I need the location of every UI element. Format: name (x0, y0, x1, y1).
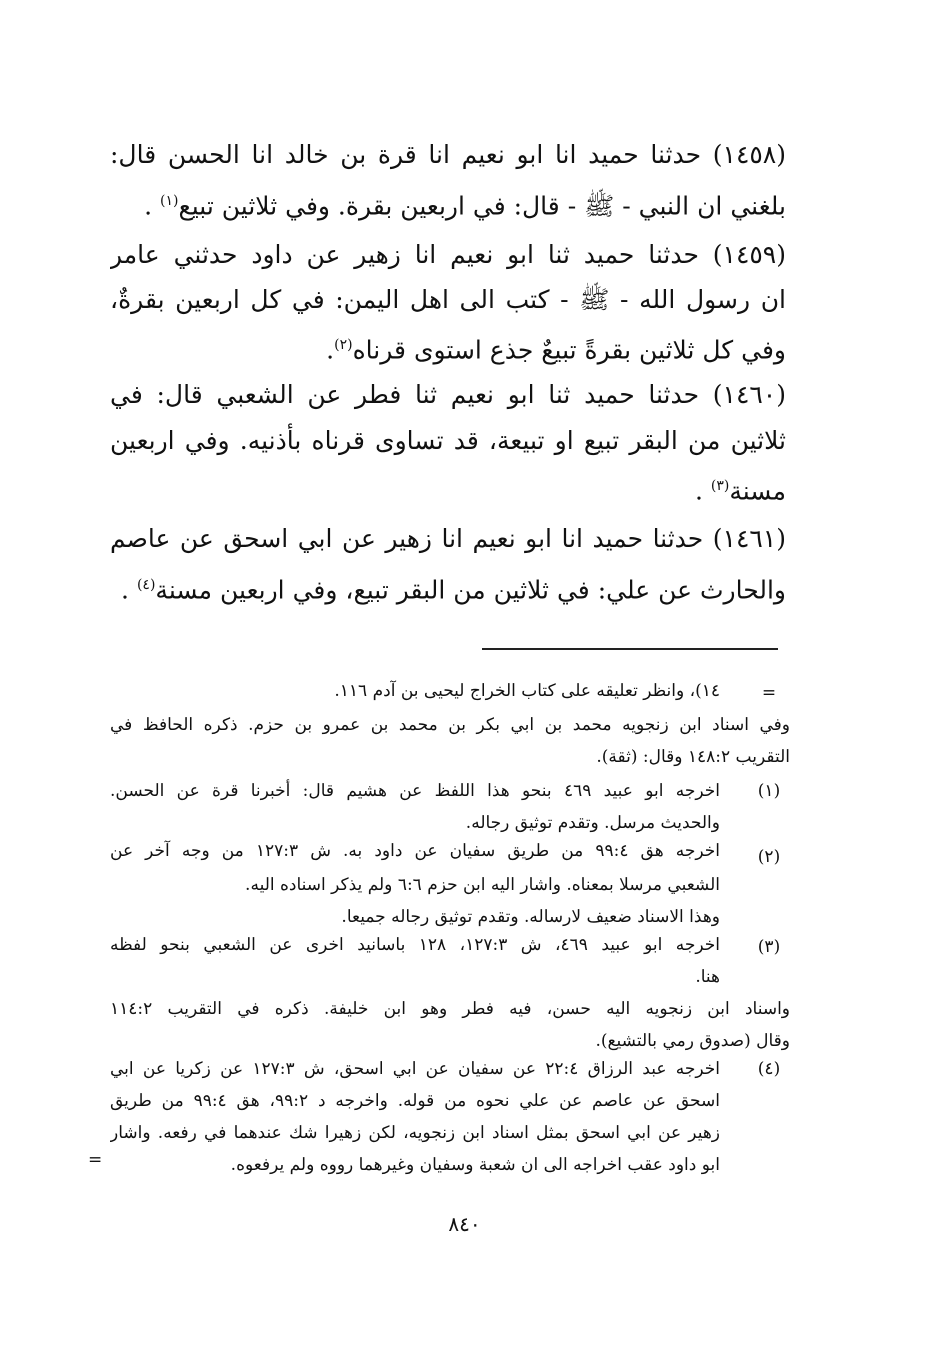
footnote-line: هنا. (695, 967, 720, 987)
footnote-line: ١٤)، وانظر تعليقه على كتاب الخراج ليحيى بن آدم ١١٦. (334, 681, 720, 701)
hadith-line: (١٤٦١) حدثنا حميد انا ابو نعيم انا زهير عن ابي اسحق عن عاصم (110, 524, 786, 553)
end-mark: . (326, 335, 335, 365)
footnote-line: اخرجه ابو عبيد ٤٦٩، ش ١٢٧:٣، ١٢٨ باسانيد اخرى عن الشعبي بنحو لفظه (110, 935, 720, 955)
hadith-line (110, 178, 786, 229)
footnote-marker: (٤) (757, 1059, 781, 1079)
footnote-line: وفي اسناد ابن زنجويه محمد بن ابي بكر بن محمد بن عمرو بن حزم. ذكره الحافظ في (110, 715, 790, 735)
footnote-line: ابو داود عقب اخراجه الى ان شعبة وسفيان وغيرهما رووه ولم يرفعوه. (230, 1155, 720, 1175)
footnote-line: وهذا الاسناد ضعيف لارساله. وتقدم توثيق رجاله جميعا. (341, 907, 720, 927)
footnote-ref[interactable]: (٤) (136, 577, 156, 593)
footnote-marker: (٣) (757, 937, 781, 957)
hadith-line: (١٤٥٨) حدثنا حميد انا ابو نعيم انا قرة بن خالد انا الحسن قال: (110, 140, 786, 169)
footnote-line: زهير عن ابي اسحق بمثل اسناد ابن زنجويه، لكن زهيرا شك عندهما في رفعه. واشار (110, 1123, 720, 1143)
hadith-line-text: وفي كل ثلاثين بقرةً تبيعٌ جذع استوى قرناه (352, 335, 786, 365)
footnote-line: وقال (صدوق رمي بالتشيع). (595, 1031, 790, 1051)
hadith-line: (١٤٥٩) حدثنا حميد ثنا ابو نعيم انا زهير عن داود حدثني عامر (110, 240, 786, 269)
end-mark: . (694, 476, 703, 506)
footnote-line: اخرجه هق ٩٩:٤ من طريق سفيان عن داود به. ش ١٢٧:٣ من وجه آخر عن (110, 841, 720, 861)
hadith-line-text: والحارث عن علي: في ثلاثين من البقر تبيع، وفي اربعين مسنة (155, 575, 786, 605)
end-mark: . (144, 191, 153, 221)
hadith-line-text: مسنة (729, 476, 786, 506)
footnote-marker: = (761, 683, 777, 703)
page-number: ٨٤٠ (448, 1212, 481, 1236)
end-mark: . (121, 575, 129, 605)
hadith-line (110, 322, 786, 373)
footnote-line: اخرجه ابو عبيد ٤٦٩ بنحو هذا اللفظ عن هشيم قال: أخبرنا قرة عن الحسن. (110, 781, 720, 801)
footnote-line: التقريب ١٤٨:٢ وقال: (ثقة). (596, 747, 790, 767)
hadith-line: ان رسول الله - ﷺ - كتب الى اهل اليمن: في كل اربعين بقرةٌ، (110, 285, 786, 314)
footnote-marker: (١) (757, 781, 781, 801)
footnote-ref[interactable]: (٣) (710, 478, 730, 494)
footnote-ref[interactable]: (٢) (334, 337, 353, 353)
hadith-line: (١٤٦٠) حدثنا حميد ثنا ابو نعيم ثنا فطر عن الشعبي قال: في (110, 380, 786, 409)
footnote-line: الشعبي مرسلا بمعناه. واشار اليه ابن حزم ٦:٦ ولم يذكر اسناده اليه. (245, 875, 720, 895)
hadith-line (110, 562, 786, 613)
footnote-line: واسناد ابن زنجويه اليه حسن، فيه فطر وهو ابن خليفة. ذكره في التقريب ١١٤:٢ (110, 999, 790, 1019)
hadith-line-text: بلغني ان النبي - ﷺ - قال: في اربعين بقرة. وفي ثلاثين تبيع (178, 191, 786, 221)
footnote-marker: (٢) (757, 847, 781, 867)
footnote-line: والحديث مرسل. وتقدم توثيق رجاله. (465, 813, 720, 833)
footnote-line: اسحق عن عاصم عن علي نحوه من قوله. واخرجه د ٩٩:٢، هق ٩٩:٤ من طريق (110, 1091, 720, 1111)
continuation-mark: = (88, 1150, 103, 1170)
footnote-ref[interactable]: (١) (159, 193, 179, 209)
footnote-line: اخرجه عبد الرزاق ٢٢:٤ عن سفيان عن ابي اسحق، ش ١٢٧:٣ عن زكريا عن ابي (110, 1059, 720, 1079)
hadith-line (110, 463, 786, 514)
hadith-line: ثلاثين من البقر تبيع او تبيعة، قد تساوى قرناه بأذنيه. وفي اربعين (110, 426, 786, 455)
footnote-separator (482, 648, 778, 650)
